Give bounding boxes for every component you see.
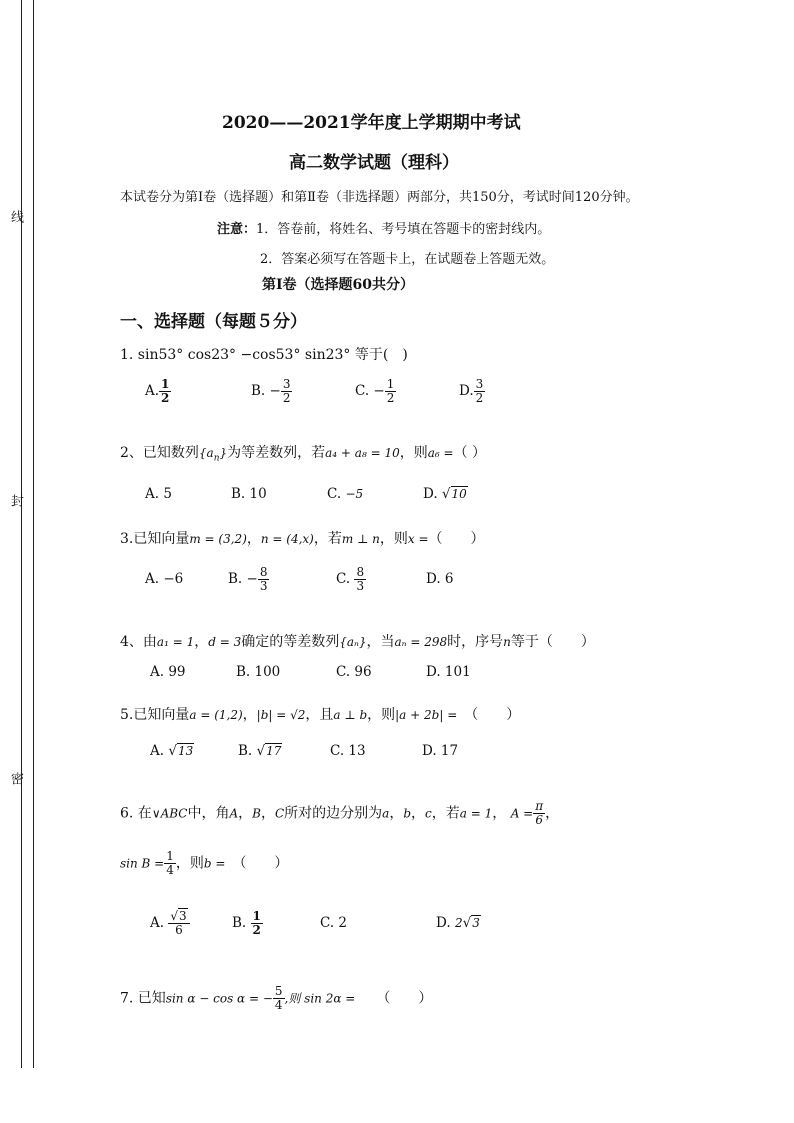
q2-option-a: A. 5 (145, 486, 172, 502)
q1-option-d: D. $\frac{3}{2}$ (459, 377, 484, 405)
question-5-options (150, 743, 458, 759)
q1-option-b: B. − $\frac{3}{2}$ (251, 377, 291, 405)
q6-option-d: D. 2√3 (436, 915, 480, 931)
volume-heading: 第Ⅰ卷（选择题60共分） (262, 277, 415, 293)
margin-line-left (21, 0, 22, 1068)
q3-option-a: A. −6 (145, 571, 184, 587)
question-4-stem: 4、由a₁ = 1，d = 3确定的等差数列{aₙ}，当aₙ = 298时，序号n等于（ ） (120, 634, 595, 650)
q3-option-c: C. $\frac{8}{3}$ (336, 565, 365, 593)
question-6-options (150, 910, 481, 937)
exam-title: 2020——2021学年度上学期期中考试 (222, 113, 521, 133)
q2-ask: a₆ = (427, 446, 454, 460)
q2-option-b: B. 10 (231, 486, 267, 502)
margin-char-xian: 线 (8, 210, 23, 223)
section-heading: 一、选择题（每题５分） (120, 312, 307, 332)
q3-vector-m: m = (3,2) (189, 532, 247, 546)
q2-condition: a₄ + a₈ = 10 (325, 446, 400, 460)
notice-text-1: 1．答卷前，将姓名、考号填在答题卡的密封线内。 (256, 222, 551, 237)
question-3-options (145, 566, 454, 593)
notice-label: 注意： (217, 222, 257, 237)
q3-perp: m ⊥ n (341, 532, 380, 546)
q6-option-c: C. 2 (320, 915, 348, 931)
q2-option-d: D. √10 (423, 486, 467, 502)
notice-line-2: 2．答案必须写在答题卡上，在试题卷上答题无效。 (260, 252, 555, 267)
question-7-stem: 7. 已知sin α − cos α = − $\frac{5}{4}$ ,则 sin 2α = （ ） (120, 984, 433, 1012)
question-1-stem: 1. sin53° cos23° −cos53° sin23° 等于( ) (120, 347, 408, 363)
q6-option-b: B. $\frac{1}{2}$ (232, 909, 261, 937)
q2-option-c: C. −5 (327, 486, 364, 502)
exam-intro: 本试卷分为第Ⅰ卷（选择题）和第Ⅱ卷（非选择题）两部分，共150分，考试时间120分钟。 (120, 190, 639, 205)
notice-line-1 (217, 218, 550, 237)
q5-option-d: D. 17 (422, 743, 459, 759)
q4-option-a: A. 99 (150, 664, 186, 680)
q5-option-c: C. 13 (330, 743, 366, 759)
question-2-stem: 2、已知数列$\{a_n\}$为等差数列，若a₄ + a₈ = 10，则a₆ =（ ） (120, 445, 487, 464)
q5-option-b: B. √17 (238, 743, 282, 759)
q6-option-a: A. $\frac{√3}{6}$ (150, 910, 232, 937)
question-6-stem-2: sin B = $\frac{1}{4}$ ，则b = （ ） (120, 849, 289, 877)
q3-option-d: D. 6 (426, 571, 454, 587)
question-1-options (145, 378, 505, 405)
q3-ask: x = (407, 532, 429, 546)
q5-option-a: A. √13 (150, 743, 194, 759)
q4-option-b: B. 100 (236, 664, 281, 680)
question-4-options (150, 664, 471, 680)
q1-option-c: C. − $\frac{1}{2}$ (355, 377, 395, 405)
question-2-options (145, 486, 468, 502)
margin-char-feng: 封 (8, 494, 23, 507)
q3-option-b: B. − $\frac{8}{3}$ (228, 565, 268, 593)
margin-char-mi: 密 (8, 772, 23, 785)
q4-option-c: C. 96 (336, 664, 372, 680)
exam-subtitle: 高二数学试题（理科） (289, 153, 459, 173)
question-3-stem: 3.已知向量m = (3,2)，n = (4,x)，若m ⊥ n，则x =（ ） (120, 531, 485, 547)
question-5-stem: 5.已知向量a = (1,2)，|b| = √2，且a ⊥ b，则|a + 2b| = （ ） (120, 707, 521, 723)
question-6-stem: 6. 在∨ABC中，角A，B，C所对的边分别为a，b，c，若a = 1， A = $\frac{\pi}{6}$ ， (120, 799, 560, 827)
q3-vector-n: n = (4,x) (260, 532, 314, 546)
margin-line-right (33, 0, 34, 1068)
q2-sequence: $\{a_n\}$ (198, 446, 228, 464)
q4-option-d: D. 101 (426, 664, 471, 680)
q1-option-a: A. $\frac{1}{2}$ (145, 377, 170, 405)
